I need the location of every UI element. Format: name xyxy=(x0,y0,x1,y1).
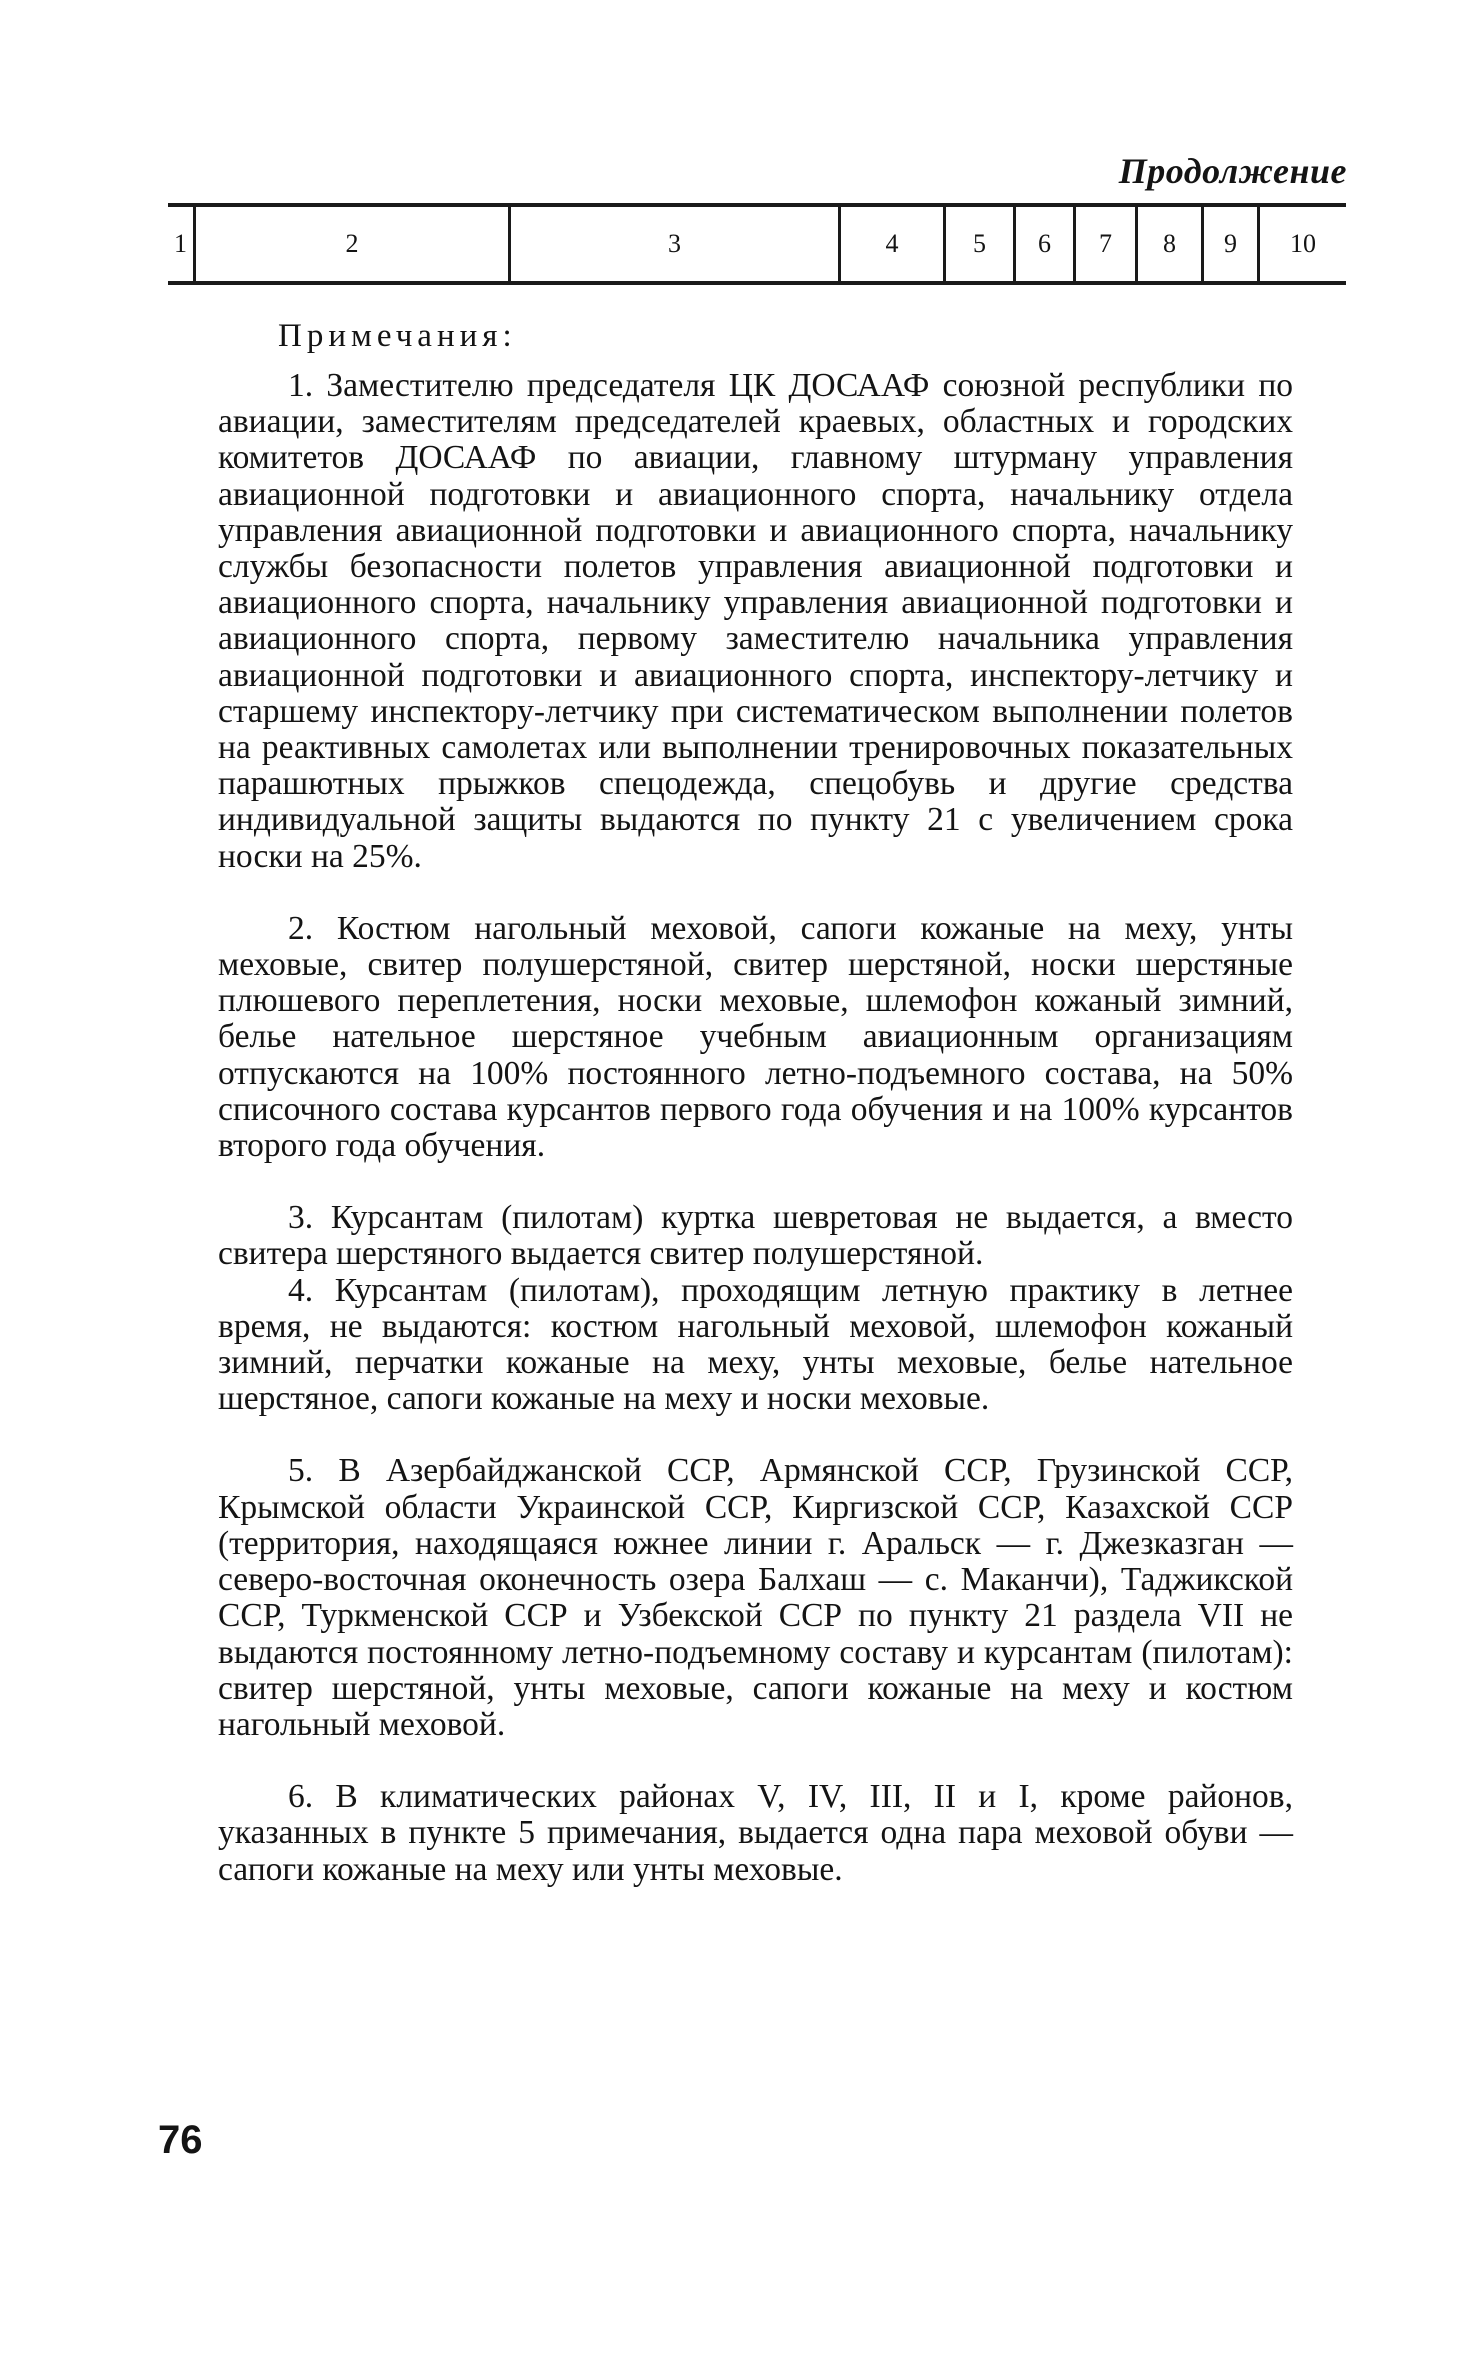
column-number: 5 xyxy=(946,207,1016,281)
note-paragraph: 5. В Азербайджанской ССР, Армянской ССР, Грузинской ССР, Крымской области Украинской ССР, Киргизской ССР, Казахской ССР (территория, находящаяся южнее линии г. Аральск — г. Джезказган — северо-восточная оконечность озера Балхаш — с. Маканчи), Таджикской ССР, Туркменской ССР и Узбекской ССР по пункту 21 раздела VII не выдаются постоянному летно-подъемному составу и курсантам (пилотам): свитер шерстяной, унты меховые, сапоги кожаные на меху и костюм нагольный меховой. xyxy=(218,1452,1293,1743)
note-paragraph: 4. Курсантам (пилотам), проходящим летную практику в летнее время, не выдаются: костюм нагольный меховой, шлемофон кожаный зимний, перчатки кожаные на меху, унты меховые, белье нательное шерстяное, сапоги кожаные на меху и носки меховые. xyxy=(218,1271,1293,1418)
note-paragraph: 3. Курсантам (пилотам) куртка шевретовая не выдается, а вместо свитера шерстяного выдается свитер полушерстяной. xyxy=(218,1199,1293,1273)
column-number: 8 xyxy=(1138,207,1204,281)
page-number: 76 xyxy=(158,2118,203,2162)
column-number: 6 xyxy=(1016,207,1076,281)
column-number: 1 xyxy=(168,207,196,281)
notes-heading: Примечания: xyxy=(278,318,517,354)
column-number: 10 xyxy=(1290,229,1316,258)
column-number: 4 xyxy=(841,207,946,281)
table-column-header xyxy=(168,203,1346,285)
note-paragraph: 2. Костюм нагольный меховой, сапоги кожаные на меху, унты меховые, свитер полушерстяной, свитер шерстяной, носки шерстяные плюшевого переплетения, носки меховые, шлемофон кожаный зимний, белье нательное шерстяное учебным авиационным организациям отпускаются на 100% постоянного летно-подъемного состава, на 50% списочного состава курсантов первого года обучения и на 100% курсантов второго года обучения. xyxy=(218,909,1293,1165)
column-number: 7 xyxy=(1076,207,1138,281)
continuation-label: Продолжение xyxy=(1118,151,1347,191)
column-number: 9 xyxy=(1204,207,1260,281)
note-paragraph: 1. Заместителю председателя ЦК ДОСААФ союзной республики по авиации, заместителям председателей краевых, областных и городских комитетов ДОСААФ по авиации, главному штурману управления авиационной подготовки и авиационного спорта, начальнику отдела управления авиационной подготовки и авиационного спорта, начальнику службы безопасности полетов управления авиационной подготовки и авиационного спорта, начальнику управления авиационной подготовки и авиационного спорта, первому заместителю начальника управления авиационной подготовки и авиационного спорта, инспектору-летчику и старшему инспектору-летчику при систематическом выполнении полетов на реактивных самолетах или выполнении тренировочных показательных парашютных прыжков спецодежда, спецобувь и другие средства индивидуальной защиты выдаются по пункту 21 с увеличением срока носки на 25%. xyxy=(218,367,1293,875)
notes-list xyxy=(218,368,1293,1888)
column-number: 2 xyxy=(196,207,511,281)
note-paragraph: 6. В климатических районах V, IV, III, II и I, кроме районов, указанных в пункте 5 примечания, выдается одна пара меховой обуви — сапоги кожаные на меху или унты меховые. xyxy=(218,1778,1293,1888)
column-number: 3 xyxy=(511,207,841,281)
